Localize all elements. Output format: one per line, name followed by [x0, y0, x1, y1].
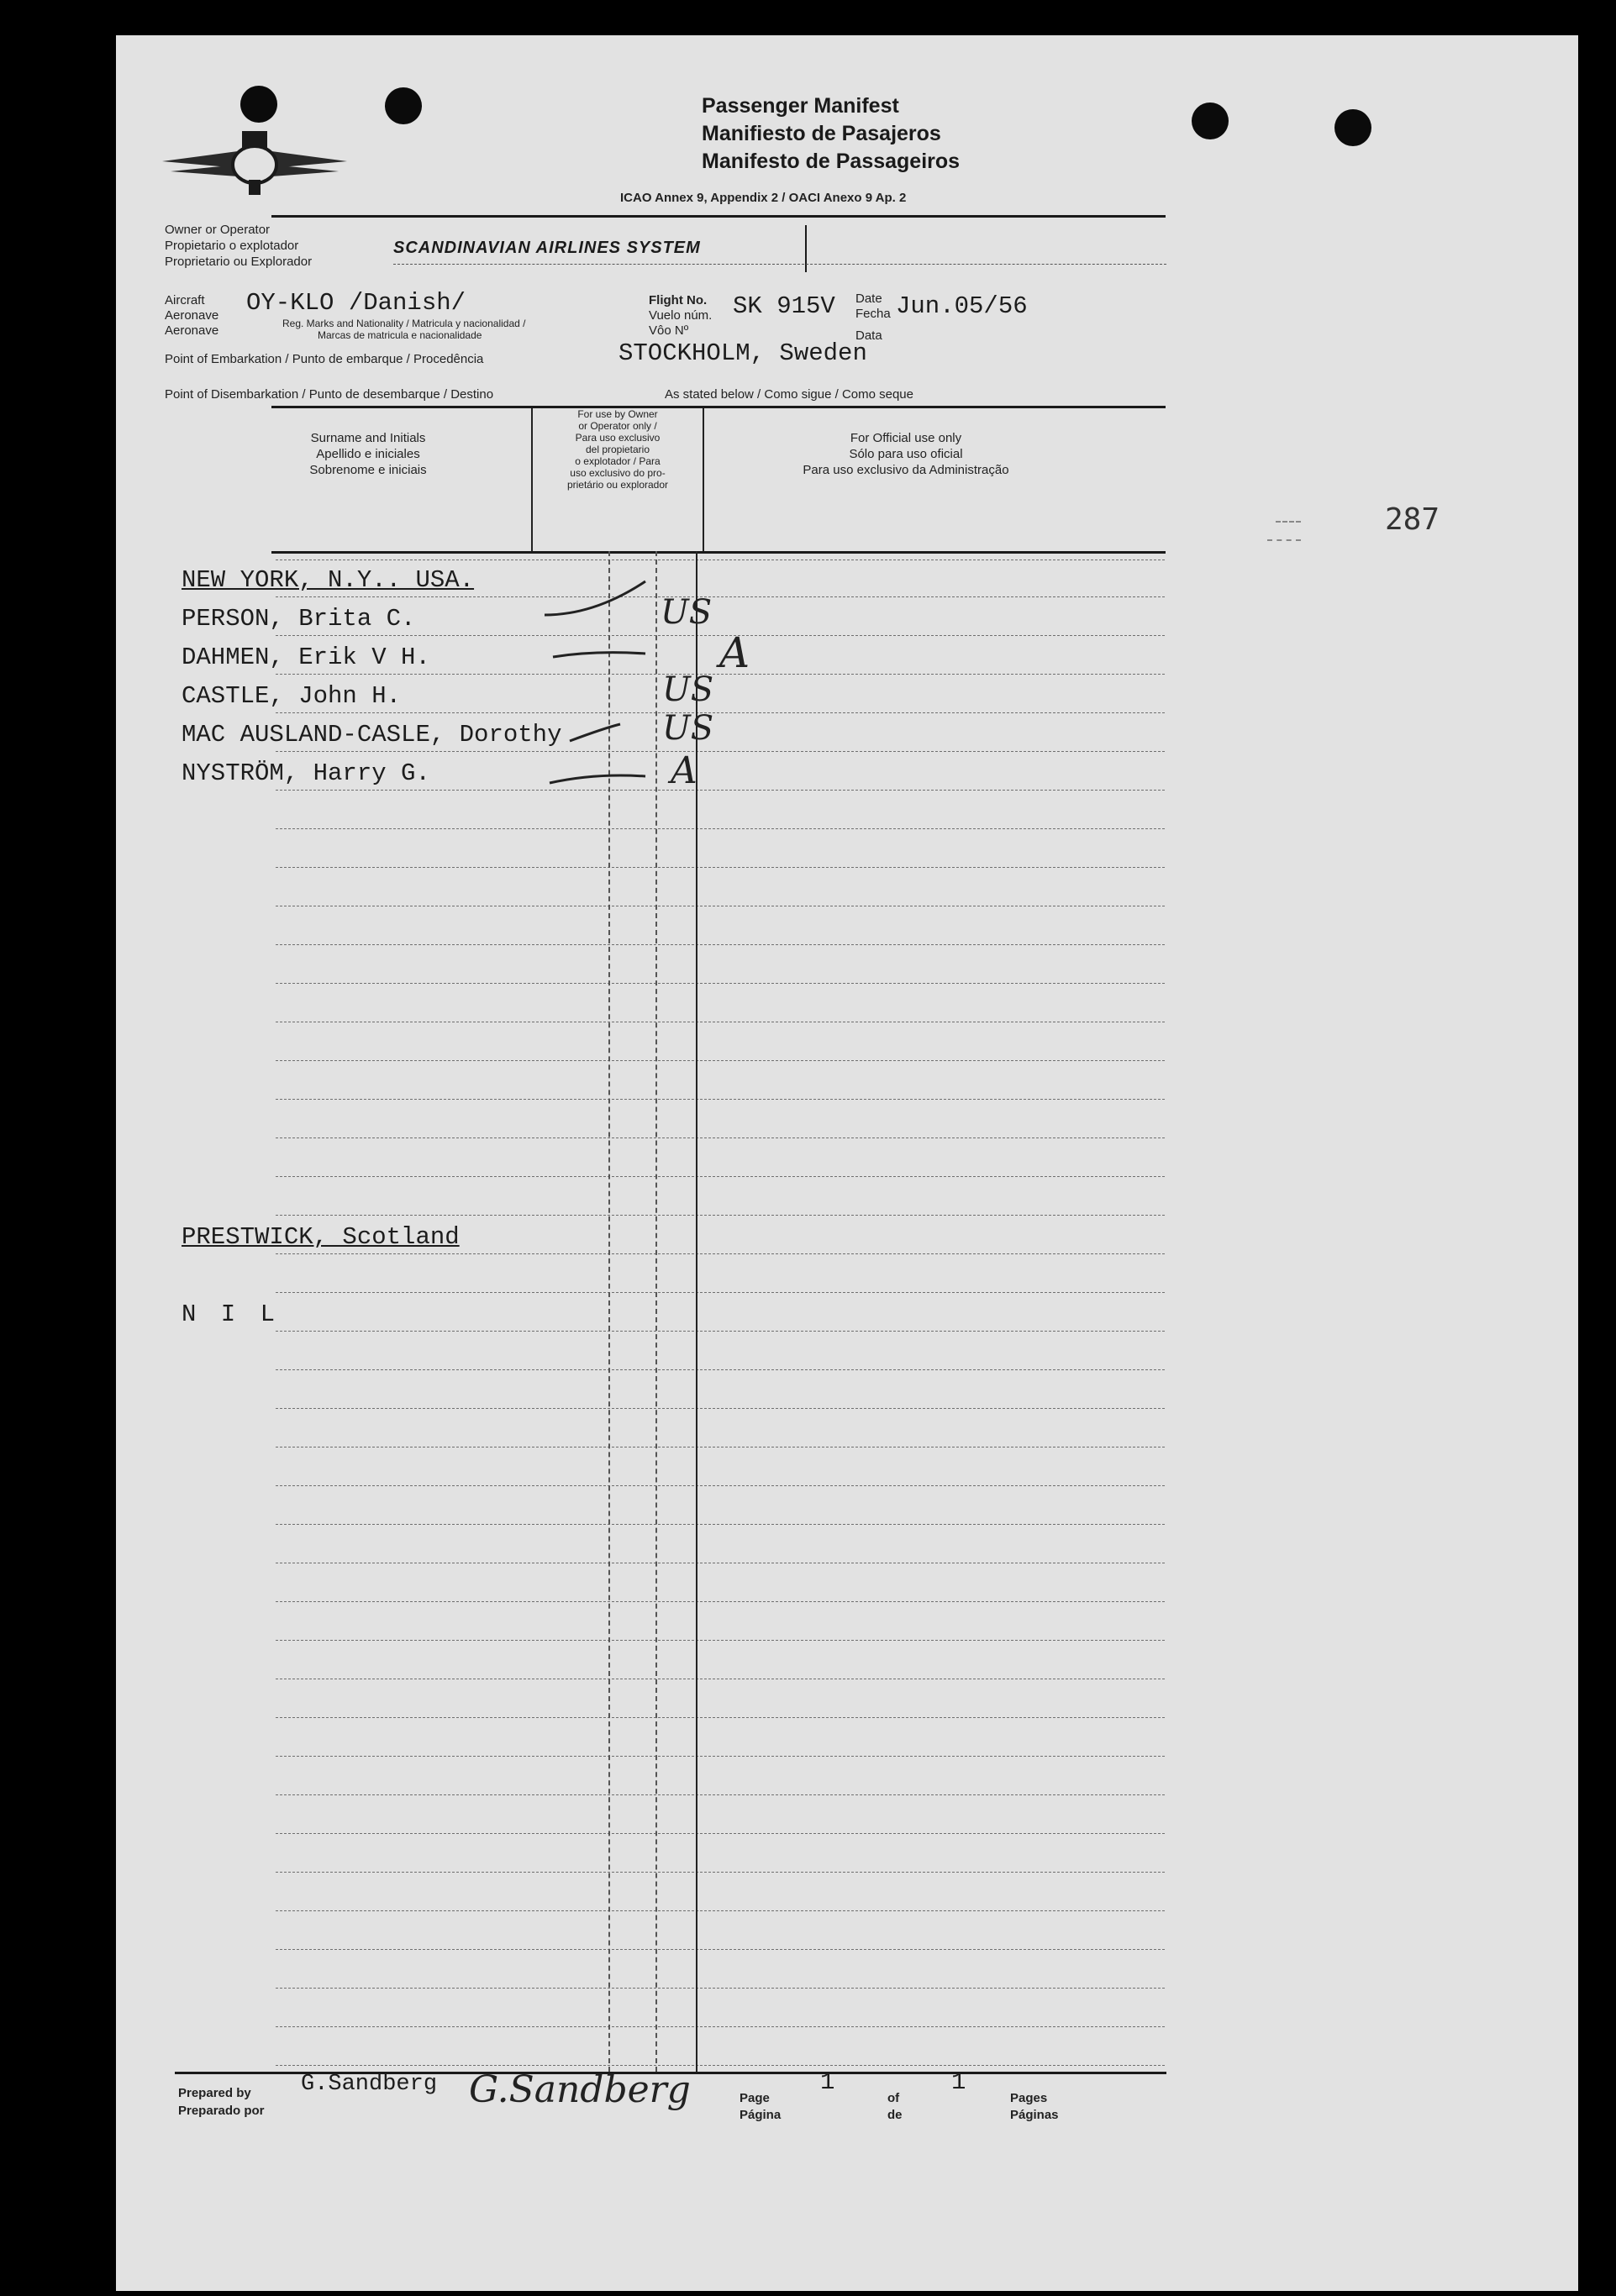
- page-label-es: Página: [740, 2108, 782, 2122]
- icao-reference: ICAO Annex 9, Appendix 2 / OACI Anexo 9 Ap. 2: [620, 191, 907, 205]
- rule-line: [276, 1253, 1165, 1254]
- rule-line: [276, 1640, 1165, 1641]
- rule-line: [276, 828, 1165, 829]
- rule-line: [276, 983, 1165, 984]
- owner-value: SCANDINAVIAN AIRLINES SYSTEM: [393, 239, 701, 257]
- pages-label-es: Páginas: [1010, 2108, 1059, 2122]
- names-col-es: Apellido e iniciales: [316, 447, 420, 461]
- aircraft-sublabel-1: Reg. Marks and Nationality / Matricula y nacionalidad /: [282, 318, 526, 329]
- rule-line: [276, 1215, 1165, 1216]
- stamp-mark: [1267, 539, 1301, 541]
- official-col-en: For Official use only: [850, 431, 962, 445]
- passenger-name: PERSON, Brita C.: [182, 605, 416, 633]
- rule-line: [276, 1369, 1165, 1370]
- column-header-top-rule: [271, 406, 1166, 408]
- passenger-mark: US: [662, 670, 714, 709]
- punch-hole: [240, 86, 277, 123]
- rule-line: [276, 1717, 1165, 1718]
- total-pages-value: 1: [951, 2068, 966, 2096]
- aircraft-label-es: Aeronave: [165, 308, 219, 323]
- owner-label-pt: Proprietario ou Explorador: [165, 255, 313, 269]
- owner-use-line: uso exclusivo do pro-: [570, 467, 666, 479]
- pages-label-en: Pages: [1010, 2091, 1048, 2105]
- rule-line: [276, 1408, 1165, 1409]
- column-header-official: [721, 430, 1091, 478]
- header-divider: [271, 215, 1166, 218]
- passenger-name: NYSTRÖM, Harry G.: [182, 759, 430, 787]
- owner-label-en: Owner or Operator: [165, 223, 271, 237]
- aircraft-value: OY-KLO /Danish/: [246, 289, 466, 317]
- rule-line: [276, 1794, 1165, 1795]
- official-col-pt: Para uso exclusivo da Administração: [803, 463, 1009, 477]
- rule-line: [276, 1949, 1165, 1950]
- passenger-mark: A: [719, 628, 750, 677]
- aircraft-sublabel-2: Marcas de matricula e nacionalidade: [318, 329, 482, 341]
- signature: G.Sandberg: [469, 2068, 691, 2111]
- passenger-mark: US: [661, 593, 713, 632]
- owner-underline: [393, 264, 1166, 265]
- passenger-name: DAHMEN, Erik V H.: [182, 644, 430, 671]
- title-en: Passenger Manifest: [702, 94, 899, 118]
- rule-line: [276, 2026, 1165, 2027]
- date-label-en: Date: [855, 292, 882, 306]
- manifest-page: [116, 35, 1578, 2291]
- flight-label-en: Flight No.: [649, 293, 708, 307]
- disembarkation-label: Point of Disembarkation / Punto de desembarque / Destino: [165, 387, 494, 402]
- column-header-names: [259, 430, 477, 478]
- punch-hole: [385, 87, 422, 124]
- page-label-en: Page: [740, 2091, 770, 2105]
- rule-line: [276, 1485, 1165, 1486]
- rule-line: [276, 1601, 1165, 1602]
- date-value: Jun.05/56: [896, 292, 1028, 320]
- owner-use-line: or Operator only /: [578, 420, 657, 432]
- aircraft-label-pt: Aeronave: [165, 323, 219, 338]
- flight-value: SK 915V: [733, 292, 835, 320]
- rule-line: [276, 1099, 1165, 1100]
- rule-line: [276, 1833, 1165, 1834]
- owner-use-line: del propietario: [585, 444, 650, 455]
- date-label-pt: Data: [855, 328, 882, 343]
- official-col-es: Sólo para uso oficial: [849, 447, 963, 461]
- destination-new-york: NEW YORK, N.Y.. USA.: [182, 566, 475, 594]
- rule-line: [276, 1988, 1165, 1989]
- rule-line: [276, 867, 1165, 868]
- prepared-label-es: Preparado por: [178, 2104, 265, 2118]
- sas-logo: [158, 128, 351, 199]
- passenger-name: CASTLE, John H.: [182, 682, 402, 710]
- prepared-by-value: G.Sandberg: [301, 2072, 438, 2097]
- rule-line: [276, 1872, 1165, 1873]
- embarkation-value: STOCKHOLM, Sweden: [619, 339, 867, 367]
- page-number-stamp: 287: [1385, 502, 1440, 537]
- owner-use-line: o explotador / Para: [575, 455, 661, 467]
- of-label-en: of: [887, 2091, 900, 2105]
- stamp-mark: [1276, 521, 1301, 523]
- rule-line: [276, 1756, 1165, 1757]
- title-es: Manifiesto de Pasajeros: [702, 122, 941, 145]
- rule-line: [276, 1524, 1165, 1525]
- owner-use-line: prietário ou explorador: [566, 479, 669, 491]
- destination-prestwick: PRESTWICK, Scotland: [182, 1223, 460, 1251]
- prestwick-passengers: N I L: [182, 1300, 281, 1328]
- disembarkation-note: As stated below / Como sigue / Como seque: [665, 387, 913, 402]
- punch-hole: [1334, 109, 1371, 146]
- column-header-bottom-rule: [271, 551, 1166, 554]
- rule-line: [276, 1176, 1165, 1177]
- names-col-en: Surname and Initials: [310, 431, 426, 445]
- check-marks: [519, 556, 721, 791]
- of-label-es: de: [887, 2108, 903, 2122]
- owner-use-line: For use by Owner: [577, 408, 658, 420]
- punch-hole: [1192, 102, 1229, 139]
- flight-label-pt: Vôo Nº: [649, 323, 689, 338]
- page-value: 1: [820, 2068, 835, 2096]
- embarkation-label: Point of Embarkation / Punto de embarque / Procedência: [165, 352, 484, 366]
- column-header-owner-use: [531, 408, 704, 551]
- rule-line: [276, 1910, 1165, 1911]
- rule-line: [276, 1331, 1165, 1332]
- flight-label-es: Vuelo núm.: [649, 308, 713, 323]
- rule-line: [276, 1292, 1165, 1293]
- rule-line: [276, 1060, 1165, 1061]
- date-label-es: Fecha: [855, 307, 891, 321]
- owner-use-line: Para uso exclusivo: [575, 432, 661, 444]
- prepared-label-en: Prepared by: [178, 2086, 251, 2100]
- passenger-mark: A: [671, 749, 697, 792]
- names-col-pt: Sobrenome e iniciais: [309, 463, 427, 477]
- passenger-name: MAC AUSLAND-CASLE, Dorothy: [182, 721, 562, 749]
- rule-line: [276, 2065, 1165, 2066]
- passenger-mark: US: [662, 709, 714, 748]
- owner-label-es: Propietario o explotador: [165, 239, 299, 253]
- rule-line: [276, 1137, 1165, 1138]
- title-pt: Manifesto de Passageiros: [702, 150, 961, 173]
- owner-divider: [805, 225, 807, 272]
- rule-line: [276, 944, 1165, 945]
- aircraft-label-en: Aircraft: [165, 293, 205, 307]
